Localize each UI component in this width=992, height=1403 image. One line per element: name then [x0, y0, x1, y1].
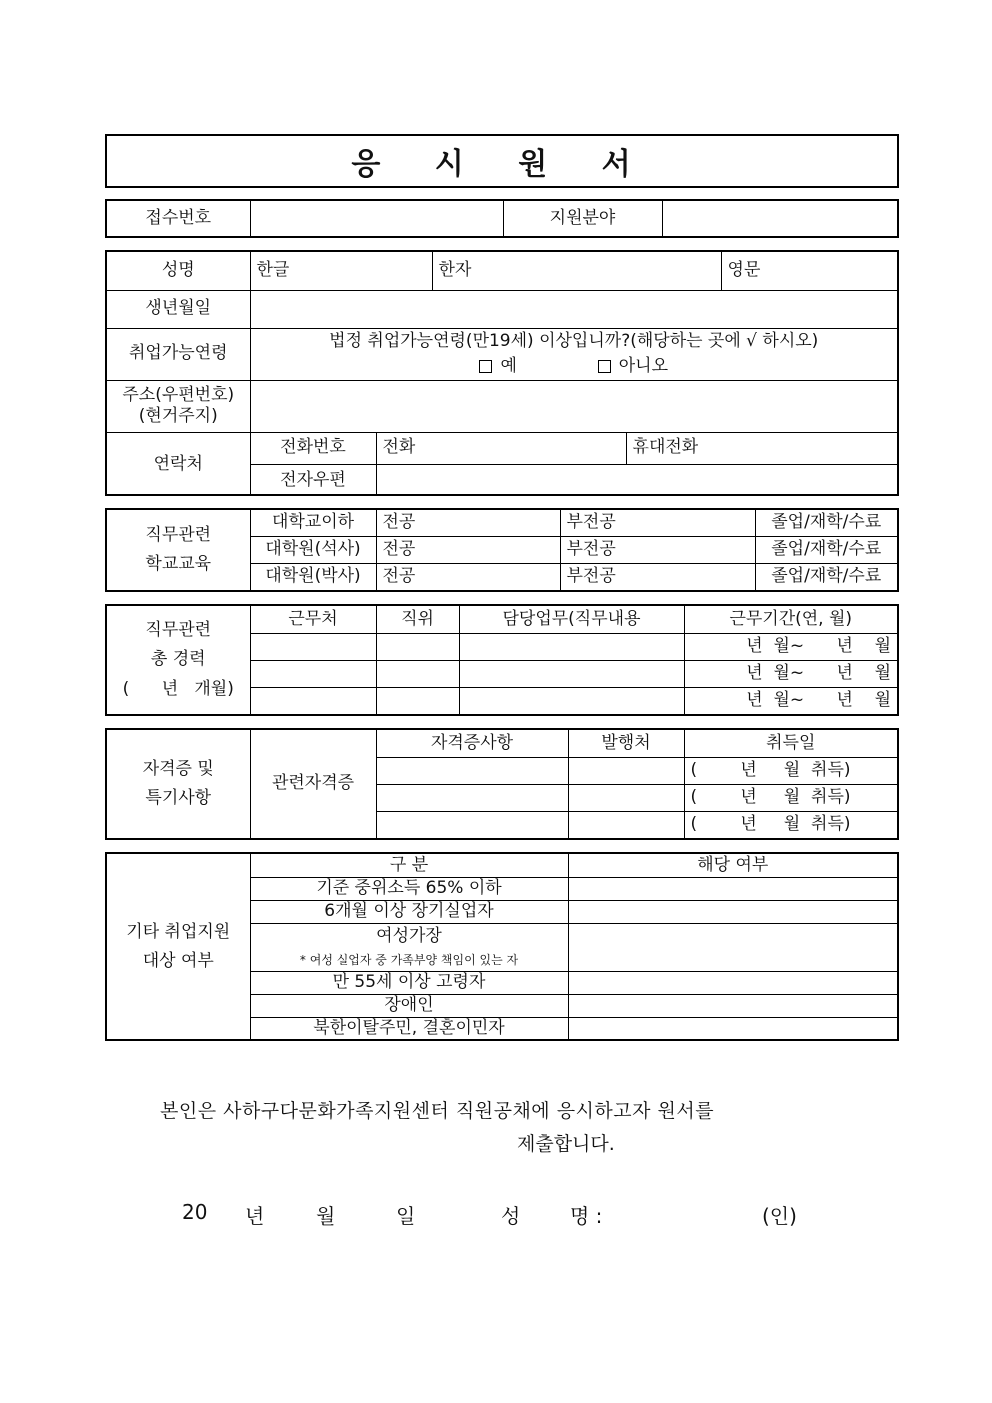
- signature-seal: (인): [762, 1204, 797, 1228]
- name-english-field[interactable]: 영문: [721, 252, 897, 290]
- license-date-field[interactable]: ( 년 월 취득): [684, 784, 897, 811]
- license-header-item: 자격증사항: [376, 730, 568, 757]
- reception-number-field[interactable]: [250, 201, 503, 236]
- address-field[interactable]: [250, 380, 897, 432]
- female-head-note: * 여성 실업자 중 가족부양 책임이 있는 자: [299, 953, 519, 968]
- signature-day-unit: 일: [396, 1204, 416, 1228]
- education-block: [105, 508, 899, 592]
- education-status[interactable]: 졸업/재학/수료: [755, 510, 897, 536]
- career-period-field[interactable]: 년 월~ 년 월: [684, 687, 897, 714]
- career-label-line2: 총 경력: [150, 649, 206, 670]
- career-period-field[interactable]: 년 월~ 년 월: [684, 660, 897, 687]
- address-label: [107, 380, 250, 432]
- support-applicable-field[interactable]: [568, 877, 897, 900]
- declaration-statement: [160, 1096, 860, 1156]
- name-hanja-field[interactable]: 한자: [432, 252, 721, 290]
- email-field[interactable]: [376, 464, 897, 496]
- career-duty-field[interactable]: [459, 687, 684, 714]
- declaration-line1: 본인은 사하구다문화가족지원센터 직원공채에 응시하고자 원서를: [160, 1100, 715, 1122]
- support-category-female-head: [250, 923, 568, 971]
- education-minor[interactable]: 부전공: [560, 510, 755, 536]
- career-position-field[interactable]: [376, 660, 459, 687]
- support-category: 기준 중위소득 65% 이하: [250, 877, 568, 900]
- license-item-field[interactable]: [376, 784, 568, 811]
- license-block: [105, 728, 899, 840]
- career-workplace-field[interactable]: [250, 660, 376, 687]
- support-header-applicable: 해당 여부: [568, 854, 897, 877]
- career-workplace-field[interactable]: [250, 687, 376, 714]
- career-block: [105, 604, 899, 716]
- education-major[interactable]: 전공: [376, 536, 560, 563]
- career-position-field[interactable]: [376, 633, 459, 660]
- license-issuer-field[interactable]: [568, 811, 684, 838]
- mobile-phone-field[interactable]: 휴대전화: [626, 432, 897, 464]
- license-issuer-field[interactable]: [568, 784, 684, 811]
- signature-month-unit: 월: [316, 1204, 336, 1228]
- career-duty-field[interactable]: [459, 660, 684, 687]
- age-question: 법정 취업가능연령(만19세) 이상입니까?(해당하는 곳에 √ 하시오): [329, 330, 819, 351]
- license-issuer-field[interactable]: [568, 757, 684, 784]
- support-category: 북한이탈주민, 결혼이민자: [250, 1017, 568, 1040]
- education-minor[interactable]: 부전공: [560, 564, 755, 590]
- career-label-line1: 직무관련: [145, 620, 212, 641]
- name-korean-field[interactable]: 한글: [250, 252, 432, 290]
- license-item-field[interactable]: [376, 811, 568, 838]
- education-level: 대학원(석사): [250, 536, 376, 563]
- age-label: 취업가능연령: [107, 328, 250, 380]
- education-status[interactable]: 졸업/재학/수료: [755, 536, 897, 563]
- age-yes-option[interactable]: [479, 356, 516, 376]
- career-header-position: 직위: [376, 606, 459, 633]
- address-label-line1: 주소(우편번호): [122, 384, 235, 405]
- home-phone-field[interactable]: 전화: [376, 432, 626, 464]
- support-applicable-field[interactable]: [568, 900, 897, 923]
- license-label-line1: 자격증 및: [142, 758, 214, 779]
- support-label: [107, 854, 250, 1040]
- career-workplace-field[interactable]: [250, 633, 376, 660]
- personal-info-block: [105, 250, 899, 496]
- checkbox-icon[interactable]: [479, 360, 492, 373]
- support-category: 6개월 이상 장기실업자: [250, 900, 568, 923]
- checkbox-icon[interactable]: [598, 360, 611, 373]
- support-applicable-field[interactable]: [568, 994, 897, 1017]
- support-header-category: 구 분: [250, 854, 568, 877]
- education-minor[interactable]: 부전공: [560, 536, 755, 563]
- career-position-field[interactable]: [376, 687, 459, 714]
- career-period-field[interactable]: 년 월~ 년 월: [684, 633, 897, 660]
- education-major[interactable]: 전공: [376, 510, 560, 536]
- support-field-label: 지원분야: [503, 201, 662, 236]
- contact-label: 연락처: [107, 432, 250, 496]
- age-no-label: 아니오: [618, 356, 669, 376]
- license-label: [107, 730, 250, 838]
- education-label-line2: 학교교육: [145, 554, 212, 574]
- education-label-line1: 직무관련: [145, 524, 212, 545]
- signature-name-label-2: 명 :: [570, 1204, 603, 1228]
- support-category: 장애인: [250, 994, 568, 1017]
- email-label: 전자우편: [250, 464, 376, 496]
- education-label: [107, 510, 250, 590]
- signature-name-label-1: 성: [501, 1204, 521, 1228]
- career-label: [107, 606, 250, 714]
- career-total-period: ( 년 개월): [122, 678, 234, 699]
- support-label-line2: 대상 여부: [142, 951, 214, 971]
- career-header-workplace: 근무처: [250, 606, 376, 633]
- form-title: 응 시 원 서: [105, 134, 899, 188]
- education-major[interactable]: 전공: [376, 564, 560, 590]
- name-label: 성명: [107, 252, 250, 290]
- license-item-field[interactable]: [376, 757, 568, 784]
- reception-block: [105, 199, 899, 238]
- support-field-input[interactable]: [662, 201, 897, 236]
- support-category: 여성가장: [376, 925, 442, 946]
- support-applicable-field[interactable]: [568, 971, 897, 994]
- education-level: 대학교이하: [250, 510, 376, 536]
- support-applicable-field[interactable]: [568, 1017, 897, 1040]
- support-label-line1: 기타 취업지원: [126, 921, 231, 942]
- birth-label: 생년월일: [107, 290, 250, 328]
- age-question-cell: [250, 328, 897, 380]
- signature-year-unit: 년: [245, 1204, 265, 1228]
- support-block: [105, 852, 899, 1041]
- age-no-option[interactable]: [598, 356, 668, 376]
- career-header-period: 근무기간(연, 월): [684, 606, 897, 633]
- career-header-duty: 담당업무(직무내용: [459, 606, 684, 633]
- license-date-field[interactable]: ( 년 월 취득): [684, 811, 897, 838]
- license-header-date: 취득일: [684, 730, 897, 757]
- phone-label: 전화번호: [250, 432, 376, 464]
- birth-field[interactable]: [250, 290, 897, 328]
- declaration-line2: 제출합니다.: [517, 1133, 615, 1155]
- license-date-field[interactable]: ( 년 월 취득): [684, 757, 897, 784]
- age-yes-label: 예: [500, 356, 517, 376]
- education-level: 대학원(박사): [250, 564, 376, 590]
- address-label-line2: (현거주지): [138, 406, 218, 426]
- license-label-line2: 특기사항: [145, 788, 212, 808]
- support-applicable-field[interactable]: [568, 923, 897, 971]
- education-status[interactable]: 졸업/재학/수료: [755, 564, 897, 590]
- reception-number-label: 접수번호: [107, 201, 250, 236]
- support-category: 만 55세 이상 고령자: [250, 971, 568, 994]
- license-sub-label: 관련자격증: [250, 730, 376, 838]
- career-duty-field[interactable]: [459, 633, 684, 660]
- signature-year: 20: [182, 1200, 208, 1224]
- license-header-issuer: 발행처: [568, 730, 684, 757]
